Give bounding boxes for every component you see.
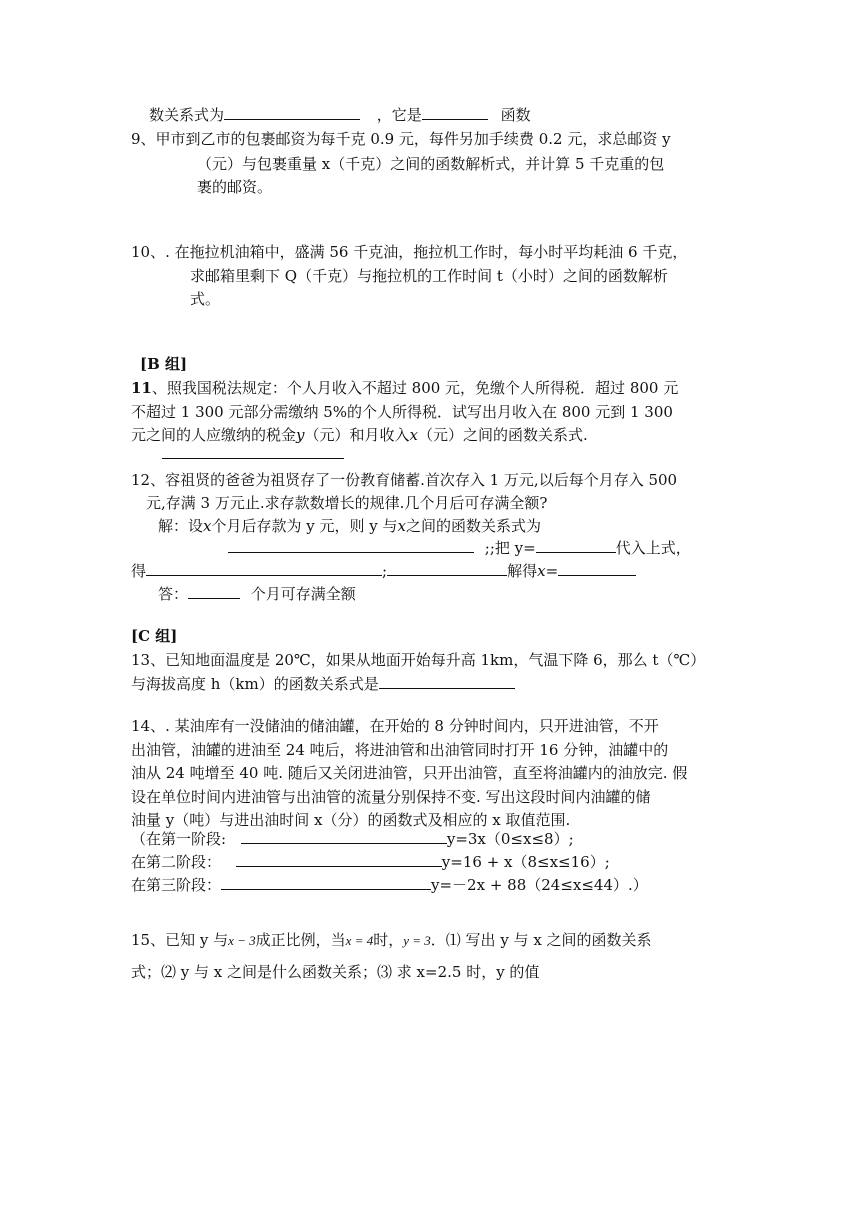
q11-blank[interactable] — [162, 443, 344, 459]
q15-text-1d: ．⑴ 写出 y 与 x 之间的函数关系 — [430, 931, 652, 949]
group-b-title: [B 组] — [140, 355, 188, 373]
q12-line-4 — [228, 537, 691, 558]
q15-text-1c: 时， — [373, 931, 404, 949]
q8-blank-2[interactable] — [422, 104, 488, 120]
q14-stage-1-formula: y=3x（0≤x≤8）; — [446, 830, 574, 848]
q13-text-2: 与海拔高度 h（km）的函数关系式是 — [131, 675, 379, 693]
q11-text-1: 、照我国税法规定：个人月收入不超过 800 元，免缴个人所得税．超过 800 元 — [151, 379, 679, 397]
q8-sep: ，它是 — [376, 106, 422, 124]
q15-expr-2: x = 4 — [345, 933, 374, 948]
q12-line-5 — [131, 560, 636, 581]
q9-line-3: 裹的邮资。 — [197, 178, 273, 196]
q8-text3: 函数 — [500, 106, 531, 124]
q12-blank-months[interactable] — [188, 583, 240, 599]
q13-line-1: 13、已知地面温度是 20℃，如果从地面开始每升高 1km，气温下降 6，那么 t（℃） — [131, 651, 706, 669]
group-c-title: [C 组] — [131, 627, 178, 645]
q15-line-2: 式；⑵ y 与 x 之间是什么函数关系；⑶ 求 x=2.5 时，y 的值 — [131, 963, 540, 981]
q12-text-5d: = — [545, 562, 559, 580]
q11-var-x: x — [409, 426, 418, 444]
q12-text-3c: 之间的函数关系式为 — [405, 517, 541, 535]
q12-line-1: 12、容祖贤的爸爸为祖贤存了一份教育储蓄.首次存入 1 万元,以后每个月存入 500 — [131, 471, 678, 489]
q14-stage-3 — [131, 874, 648, 895]
q11-number: 11 — [131, 379, 152, 397]
q14-stage-2-formula: y=16 + x（8≤x≤16）; — [441, 853, 610, 871]
q15-text-1b: 成正比例，当 — [255, 931, 346, 949]
q11-line-3 — [131, 425, 588, 445]
q11-var-y: y — [296, 426, 305, 444]
q14-stage-1 — [131, 828, 574, 849]
q8-blank-1[interactable] — [224, 104, 360, 120]
q10-line-2: 求邮箱里剩下 Q（千克）与拖拉机的工作时间 t（小时）之间的函数解析 — [190, 267, 668, 285]
q12-text-4a: ;;把 y= — [484, 539, 536, 557]
q11-text-3c: （元）之间的函数关系式. — [417, 426, 588, 444]
q14-stage-2-blank[interactable] — [236, 851, 442, 867]
q14-stage-1-blank[interactable] — [241, 828, 447, 844]
q8-tail-line — [149, 104, 531, 125]
q15-expr-3: y = 3 — [403, 933, 431, 948]
q11-answer-line[interactable] — [162, 443, 344, 464]
q14-stage-2 — [131, 851, 610, 872]
q9-line-2: （元）与包裹重量 x（千克）之间的函数解析式，并计算 5 千克重的包 — [197, 155, 665, 173]
q14-stage-3-blank[interactable] — [221, 874, 431, 890]
q12-blank-formula[interactable] — [228, 537, 474, 553]
q12-line-3 — [158, 516, 541, 536]
q12-blank-eq2[interactable] — [387, 560, 507, 576]
q12-blank-eq1[interactable] — [146, 560, 382, 576]
q14-line-1: 14、. 某油库有一没储油的储油罐，在开始的 8 分钟时间内，只开进油管，不开 — [131, 717, 659, 735]
q9-line-1: 9、甲市到乙市的包裹邮资为每千克 0.9 元，每件另加手续费 0.2 元，求总邮资 y — [131, 130, 671, 148]
q8-text: 数关系式为 — [149, 106, 225, 124]
q14-line-4: 设在单位时间内进油管与出油管的流量分别保持不变. 写出这段时间内油罐的储 — [131, 788, 651, 806]
q12-blank-x[interactable] — [558, 560, 636, 576]
q13-line-2 — [131, 673, 515, 694]
q12-text-5b: ; — [382, 562, 388, 580]
q14-line-2: 出油管，油罐的进油至 24 吨后，将进油管和出油管同时打开 16 分钟，油罐中的 — [131, 741, 669, 759]
q15-expr-1: x − 3 — [228, 933, 256, 948]
q12-var-x: x — [203, 517, 212, 535]
q14-stage-2-label: 在第二阶段： — [131, 853, 222, 871]
q14-stage-1-label: （在第一阶段: — [131, 830, 227, 848]
q14-line-5: 油量 y（吨）与进出油时间 x（分）的函数式及相应的 x 取值范围. — [131, 811, 571, 829]
q12-text-5a: 得 — [131, 562, 147, 580]
q11-text-3b: （元）和月收入 — [304, 426, 410, 444]
q11-text-3a: 元之间的人应缴纳的税金 — [131, 426, 297, 444]
q11-line-2: 不超过 1 300 元部分需缴纳 5%的个人所得税．试写出月收入在 800 元到 1 300 — [131, 403, 673, 421]
q15-text-1a: 15、已知 y 与 — [131, 931, 229, 949]
q12-var-x3: x — [537, 562, 546, 580]
q12-blank-y[interactable] — [536, 537, 616, 553]
q14-line-3: 油从 24 吨增至 40 吨. 随后又关闭进油管，只开出油管，直至将油罐内的油放完. 假 — [131, 764, 688, 782]
q11-line-1 — [131, 378, 678, 398]
q10-line-3: 式。 — [190, 290, 221, 308]
q12-var-x2: x — [397, 517, 406, 535]
q12-text-3a: 解：设 — [158, 517, 204, 535]
q13-blank[interactable] — [379, 673, 515, 689]
q12-line-6 — [158, 583, 356, 604]
q12-text-6a: 答： — [158, 585, 189, 603]
q15-line-1 — [131, 930, 652, 951]
q12-text-4b: 代入上式， — [615, 539, 691, 557]
q14-stage-3-label: 在第三阶段： — [131, 876, 222, 894]
q12-text-3b: 个月后存款为 y 元，则 y 与 — [211, 517, 398, 535]
q10-line-1: 10、. 在拖拉机油箱中，盛满 56 千克油，拖拉机工作时，每小时平均耗油 6 千克， — [131, 243, 688, 261]
q12-text-6b: 个月可存满全额 — [250, 585, 356, 603]
q12-text-5c: 解得 — [507, 562, 538, 580]
q14-stage-3-formula: y=－2x + 88（24≤x≤44）.） — [431, 876, 648, 894]
q12-line-2: 元,存满 3 万元止.求存款数增长的规律.几个月后可存满全额? — [146, 494, 548, 512]
